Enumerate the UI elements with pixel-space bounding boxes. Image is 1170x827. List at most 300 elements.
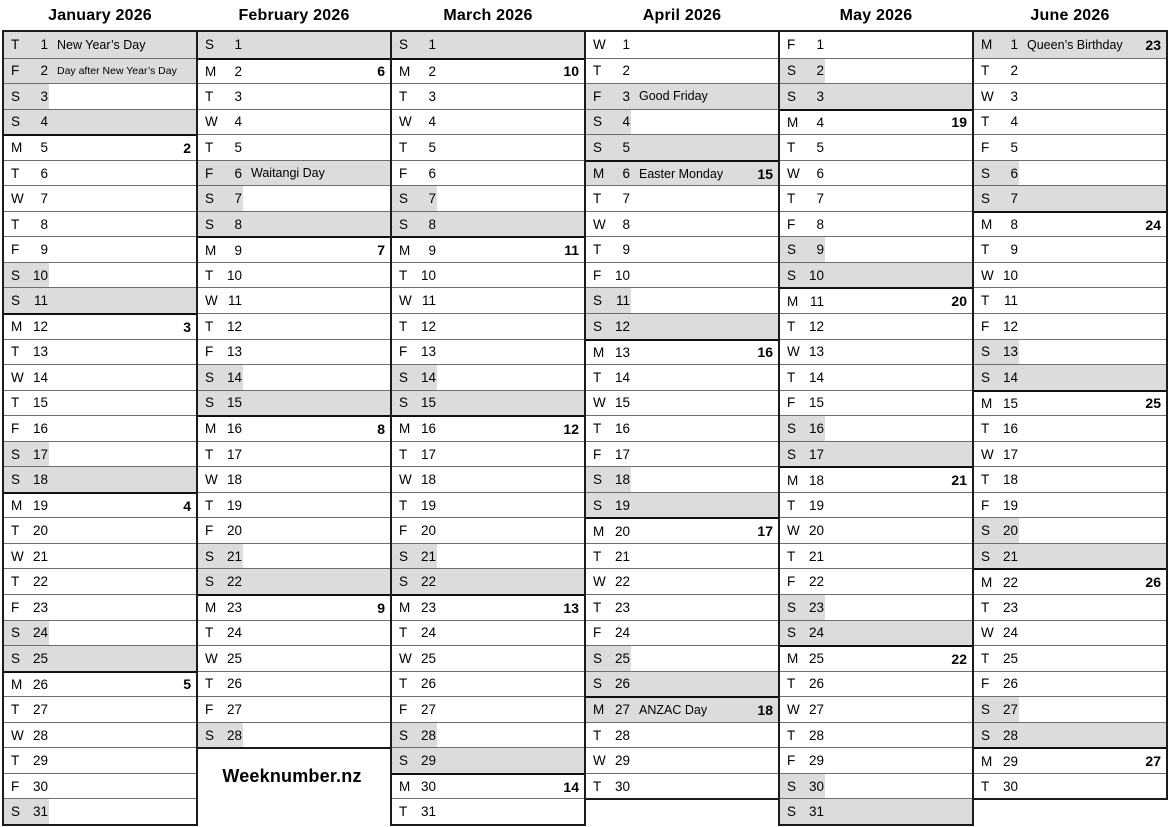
day-letter: M xyxy=(399,63,411,79)
day-letter: M xyxy=(11,676,23,692)
day-number: 29 xyxy=(614,753,630,769)
day-row xyxy=(586,415,778,441)
day-letter: S xyxy=(593,114,603,130)
day-letter: F xyxy=(787,753,796,769)
day-number: 24 xyxy=(226,625,242,641)
day-letter: T xyxy=(981,293,990,309)
day-number: 26 xyxy=(1002,676,1018,692)
week-number: 22 xyxy=(951,650,967,667)
day-letter: S xyxy=(399,548,409,564)
day-letter: M xyxy=(593,523,605,539)
month-column-march xyxy=(390,0,586,826)
day-letter: F xyxy=(981,497,990,513)
day-letter: F xyxy=(205,523,214,539)
day-row xyxy=(586,313,778,339)
day-letter: T xyxy=(399,446,408,462)
day-number: 24 xyxy=(1002,625,1018,641)
day-row xyxy=(586,364,778,390)
day-letter: S xyxy=(11,804,21,820)
day-row xyxy=(586,466,778,492)
day-number: 11 xyxy=(421,293,436,309)
day-letter: F xyxy=(11,242,20,258)
day-letter: S xyxy=(399,216,409,232)
day-row xyxy=(4,287,196,313)
day-letter: M xyxy=(787,293,799,309)
day-letter: S xyxy=(399,37,409,53)
day-row xyxy=(974,415,1166,441)
day-letter: T xyxy=(11,753,20,769)
day-letter: M xyxy=(399,600,411,616)
day-letter: S xyxy=(787,88,797,104)
day-letter: S xyxy=(399,753,409,769)
day-letter: S xyxy=(593,676,603,692)
day-row xyxy=(392,441,584,467)
day-row xyxy=(780,236,972,262)
day-row xyxy=(974,390,1166,416)
day-number: 22 xyxy=(808,574,824,590)
day-number: 29 xyxy=(420,753,436,769)
day-number: 17 xyxy=(614,446,630,462)
day-row xyxy=(392,211,584,237)
day-letter: S xyxy=(399,395,409,411)
day-row xyxy=(586,568,778,594)
day-row xyxy=(780,568,972,594)
day-row xyxy=(392,415,584,441)
day-number: 19 xyxy=(1002,497,1018,513)
day-row xyxy=(974,722,1166,748)
day-number: 16 xyxy=(614,420,630,436)
day-number: 19 xyxy=(808,497,824,513)
day-row xyxy=(974,466,1166,492)
day-number: 30 xyxy=(1002,778,1018,794)
day-letter: T xyxy=(399,267,408,283)
day-letter: S xyxy=(593,650,603,666)
day-number: 14 xyxy=(1002,369,1018,385)
day-row xyxy=(4,339,196,365)
day-number: 8 xyxy=(816,216,824,232)
day-number: 20 xyxy=(420,523,436,539)
day-row xyxy=(974,594,1166,620)
day-number: 5 xyxy=(816,139,824,155)
day-number: 23 xyxy=(420,600,436,616)
day-letter: S xyxy=(11,88,21,104)
day-row xyxy=(198,364,390,390)
day-letter: S xyxy=(399,369,409,385)
day-row xyxy=(392,671,584,697)
month-title: January 2026 xyxy=(48,7,152,24)
day-number: 25 xyxy=(1002,650,1018,666)
day-row xyxy=(586,134,778,160)
month-calendar xyxy=(778,30,974,826)
day-number: 1 xyxy=(428,37,436,53)
day-row xyxy=(198,339,390,365)
day-row xyxy=(198,441,390,467)
day-letter: T xyxy=(205,139,214,155)
day-letter: S xyxy=(11,650,21,666)
week-number: 14 xyxy=(563,778,579,795)
day-number: 16 xyxy=(1002,420,1018,436)
day-number: 27 xyxy=(226,701,242,717)
day-row xyxy=(198,32,390,58)
week-number: 23 xyxy=(1145,36,1161,53)
day-row xyxy=(4,32,196,58)
day-row xyxy=(4,415,196,441)
day-letter: T xyxy=(981,778,990,794)
day-number: 14 xyxy=(32,369,48,385)
day-row xyxy=(974,32,1166,58)
day-number: 2 xyxy=(622,63,630,79)
day-row xyxy=(974,517,1166,543)
day-row xyxy=(974,109,1166,135)
month-title: June 2026 xyxy=(1030,7,1110,24)
day-letter: F xyxy=(11,63,20,79)
day-number: 10 xyxy=(808,267,824,283)
day-letter: T xyxy=(981,242,990,258)
day-row xyxy=(780,109,972,135)
day-letter: W xyxy=(593,753,606,769)
day-letter: W xyxy=(981,88,994,104)
day-letter: W xyxy=(205,293,218,309)
day-number: 24 xyxy=(614,625,630,641)
day-letter: M xyxy=(399,421,411,437)
day-letter: S xyxy=(11,625,21,641)
day-number: 1 xyxy=(1010,37,1018,53)
day-row xyxy=(4,262,196,288)
day-number: 7 xyxy=(234,191,242,207)
day-row xyxy=(974,645,1166,671)
day-number: 8 xyxy=(40,216,48,232)
day-letter: M xyxy=(981,753,993,769)
day-number: 30 xyxy=(420,779,436,795)
day-letter: T xyxy=(981,650,990,666)
day-number: 26 xyxy=(32,676,48,692)
day-letter: T xyxy=(593,191,602,207)
day-letter: S xyxy=(787,446,797,462)
day-row xyxy=(780,645,972,671)
day-number: 31 xyxy=(808,804,824,820)
day-number: 5 xyxy=(40,140,48,156)
day-letter: W xyxy=(981,267,994,283)
day-number: 13 xyxy=(32,344,48,360)
day-letter: W xyxy=(11,369,24,385)
day-row xyxy=(780,492,972,518)
day-row xyxy=(392,722,584,748)
day-number: 25 xyxy=(808,651,824,667)
week-number: 16 xyxy=(757,344,773,361)
day-letter: W xyxy=(399,114,412,130)
day-row xyxy=(974,83,1166,109)
day-letter: F xyxy=(981,676,990,692)
day-letter: T xyxy=(787,318,796,334)
day-row xyxy=(780,543,972,569)
day-number: 9 xyxy=(428,242,436,258)
holiday-label: ANZAC Day xyxy=(639,702,708,717)
day-letter: S xyxy=(787,420,797,436)
day-row xyxy=(198,109,390,135)
day-number: 27 xyxy=(32,701,48,717)
day-letter: W xyxy=(593,574,606,590)
day-letter: S xyxy=(787,778,797,794)
day-number: 23 xyxy=(32,599,48,615)
day-number: 7 xyxy=(1010,191,1018,207)
day-row xyxy=(392,185,584,211)
day-row xyxy=(974,543,1166,569)
day-letter: W xyxy=(205,650,218,666)
day-row xyxy=(198,696,390,722)
day-number: 13 xyxy=(808,344,824,360)
day-row xyxy=(780,134,972,160)
day-letter: F xyxy=(981,318,990,334)
day-letter: T xyxy=(593,727,602,743)
day-number: 16 xyxy=(808,420,824,436)
day-number: 14 xyxy=(420,369,436,385)
day-row xyxy=(586,517,778,543)
day-letter: T xyxy=(399,804,408,820)
day-row xyxy=(974,236,1166,262)
day-letter: T xyxy=(787,497,796,513)
day-row xyxy=(586,287,778,313)
day-letter: T xyxy=(399,497,408,513)
day-letter: S xyxy=(787,267,797,283)
day-row xyxy=(4,722,196,748)
day-letter: S xyxy=(593,497,603,513)
day-number: 22 xyxy=(1002,574,1018,590)
day-number: 22 xyxy=(32,574,48,590)
day-number: 13 xyxy=(1002,344,1018,360)
day-number: 24 xyxy=(808,625,824,641)
day-letter: T xyxy=(399,625,408,641)
day-row xyxy=(586,747,778,773)
day-number: 22 xyxy=(614,574,630,590)
holiday-label: Good Friday xyxy=(639,89,708,104)
day-letter: S xyxy=(593,472,603,488)
day-number: 12 xyxy=(1002,318,1018,334)
day-number: 26 xyxy=(420,676,436,692)
day-number: 2 xyxy=(816,63,824,79)
day-number: 1 xyxy=(234,37,242,53)
day-letter: T xyxy=(11,37,20,53)
day-row xyxy=(4,160,196,186)
day-number: 26 xyxy=(226,676,242,692)
day-row xyxy=(586,492,778,518)
day-letter: F xyxy=(205,165,214,181)
day-row xyxy=(974,160,1166,186)
day-letter: W xyxy=(981,446,994,462)
day-number: 11 xyxy=(227,293,242,309)
day-number: 2 xyxy=(428,63,436,79)
day-number: 30 xyxy=(32,778,48,794)
day-row xyxy=(198,517,390,543)
day-row xyxy=(4,798,196,824)
day-letter: W xyxy=(787,165,800,181)
day-row xyxy=(4,492,196,518)
day-row xyxy=(4,543,196,569)
day-number: 3 xyxy=(234,88,242,104)
day-row xyxy=(4,83,196,109)
day-number: 5 xyxy=(234,139,242,155)
day-number: 7 xyxy=(428,191,436,207)
day-letter: T xyxy=(593,242,602,258)
day-number: 8 xyxy=(428,216,436,232)
day-number: 10 xyxy=(1002,267,1018,283)
day-number: 30 xyxy=(808,778,824,794)
day-row xyxy=(586,109,778,135)
day-row xyxy=(4,645,196,671)
day-number: 12 xyxy=(808,318,824,334)
day-number: 13 xyxy=(614,344,630,360)
day-letter: F xyxy=(593,88,602,104)
day-row xyxy=(780,390,972,416)
day-row xyxy=(974,58,1166,84)
day-letter: F xyxy=(399,523,408,539)
month-title: March 2026 xyxy=(443,7,533,24)
day-number: 12 xyxy=(614,318,630,334)
day-row xyxy=(392,32,584,58)
day-letter: F xyxy=(787,574,796,590)
day-number: 16 xyxy=(420,421,436,437)
day-letter: S xyxy=(11,446,21,462)
day-row xyxy=(586,339,778,365)
day-number: 2 xyxy=(234,63,242,79)
day-row xyxy=(392,364,584,390)
day-letter: T xyxy=(593,420,602,436)
day-row xyxy=(4,747,196,773)
day-letter: T xyxy=(981,114,990,130)
week-number: 5 xyxy=(183,676,191,693)
day-number: 23 xyxy=(226,600,242,616)
day-row xyxy=(198,185,390,211)
day-row xyxy=(780,620,972,646)
day-number: 7 xyxy=(816,191,824,207)
day-letter: F xyxy=(787,37,796,53)
day-letter: S xyxy=(11,293,21,309)
day-number: 19 xyxy=(420,497,436,513)
day-number: 3 xyxy=(40,88,48,104)
day-letter: S xyxy=(205,37,215,53)
day-letter: M xyxy=(205,242,217,258)
day-row xyxy=(780,58,972,84)
day-row xyxy=(780,287,972,313)
day-row xyxy=(198,160,390,186)
day-row xyxy=(198,211,390,237)
day-letter: T xyxy=(205,676,214,692)
day-row xyxy=(4,185,196,211)
day-number: 25 xyxy=(420,650,436,666)
day-number: 9 xyxy=(622,242,630,258)
day-letter: S xyxy=(399,574,409,590)
day-letter: T xyxy=(981,63,990,79)
day-row xyxy=(780,773,972,799)
day-number: 3 xyxy=(428,88,436,104)
day-letter: M xyxy=(787,114,799,130)
day-letter: W xyxy=(593,216,606,232)
day-letter: T xyxy=(11,216,20,232)
day-letter: W xyxy=(787,523,800,539)
day-row xyxy=(198,390,390,416)
day-row xyxy=(4,671,196,697)
day-letter: W xyxy=(399,293,412,309)
day-number: 28 xyxy=(226,727,242,743)
day-number: 19 xyxy=(614,497,630,513)
day-letter: S xyxy=(399,727,409,743)
day-row xyxy=(392,773,584,799)
day-letter: W xyxy=(11,548,24,564)
day-number: 31 xyxy=(420,804,436,820)
month-title: February 2026 xyxy=(238,7,350,24)
day-number: 9 xyxy=(1010,242,1018,258)
month-calendar xyxy=(196,30,392,749)
day-number: 18 xyxy=(614,472,630,488)
day-letter: S xyxy=(981,344,991,360)
day-number: 2 xyxy=(40,63,48,79)
day-row xyxy=(780,83,972,109)
day-row xyxy=(780,415,972,441)
day-letter: S xyxy=(205,395,215,411)
day-row xyxy=(780,517,972,543)
week-number: 7 xyxy=(377,242,385,259)
day-letter: W xyxy=(593,37,606,53)
day-row xyxy=(780,696,972,722)
day-row xyxy=(974,211,1166,237)
month-column-may xyxy=(778,0,974,826)
week-number: 8 xyxy=(377,420,385,437)
day-row xyxy=(586,620,778,646)
day-number: 15 xyxy=(614,395,630,411)
day-number: 25 xyxy=(614,650,630,666)
day-row xyxy=(198,287,390,313)
day-row xyxy=(974,747,1166,773)
day-number: 10 xyxy=(32,267,48,283)
day-letter: S xyxy=(593,318,603,334)
day-row xyxy=(974,671,1166,697)
day-number: 9 xyxy=(816,242,824,258)
day-number: 11 xyxy=(1003,293,1018,309)
day-letter: M xyxy=(981,574,993,590)
month-calendar xyxy=(390,30,586,826)
day-row xyxy=(392,543,584,569)
day-number: 14 xyxy=(614,369,630,385)
day-number: 10 xyxy=(226,267,242,283)
day-letter: T xyxy=(205,318,214,334)
day-row xyxy=(586,390,778,416)
day-row xyxy=(780,594,972,620)
week-number: 17 xyxy=(757,523,773,540)
day-letter: S xyxy=(205,574,215,590)
day-letter: M xyxy=(399,242,411,258)
day-number: 5 xyxy=(1010,139,1018,155)
day-row xyxy=(4,773,196,799)
day-row xyxy=(4,594,196,620)
day-number: 28 xyxy=(808,727,824,743)
month-title: May 2026 xyxy=(839,7,913,24)
day-number: 12 xyxy=(226,318,242,334)
day-letter: S xyxy=(205,191,215,207)
day-row xyxy=(586,236,778,262)
day-letter: S xyxy=(205,369,215,385)
day-number: 2 xyxy=(1010,63,1018,79)
day-letter: S xyxy=(205,727,215,743)
day-number: 1 xyxy=(40,37,48,53)
day-letter: T xyxy=(11,701,20,717)
day-number: 17 xyxy=(808,446,824,462)
day-letter: F xyxy=(981,139,990,155)
day-row xyxy=(780,211,972,237)
holiday-label: Easter Monday xyxy=(639,166,724,181)
day-number: 7 xyxy=(40,191,48,207)
holiday-label: New Year’s Day xyxy=(57,37,146,52)
day-row xyxy=(392,287,584,313)
day-letter: S xyxy=(787,599,797,615)
